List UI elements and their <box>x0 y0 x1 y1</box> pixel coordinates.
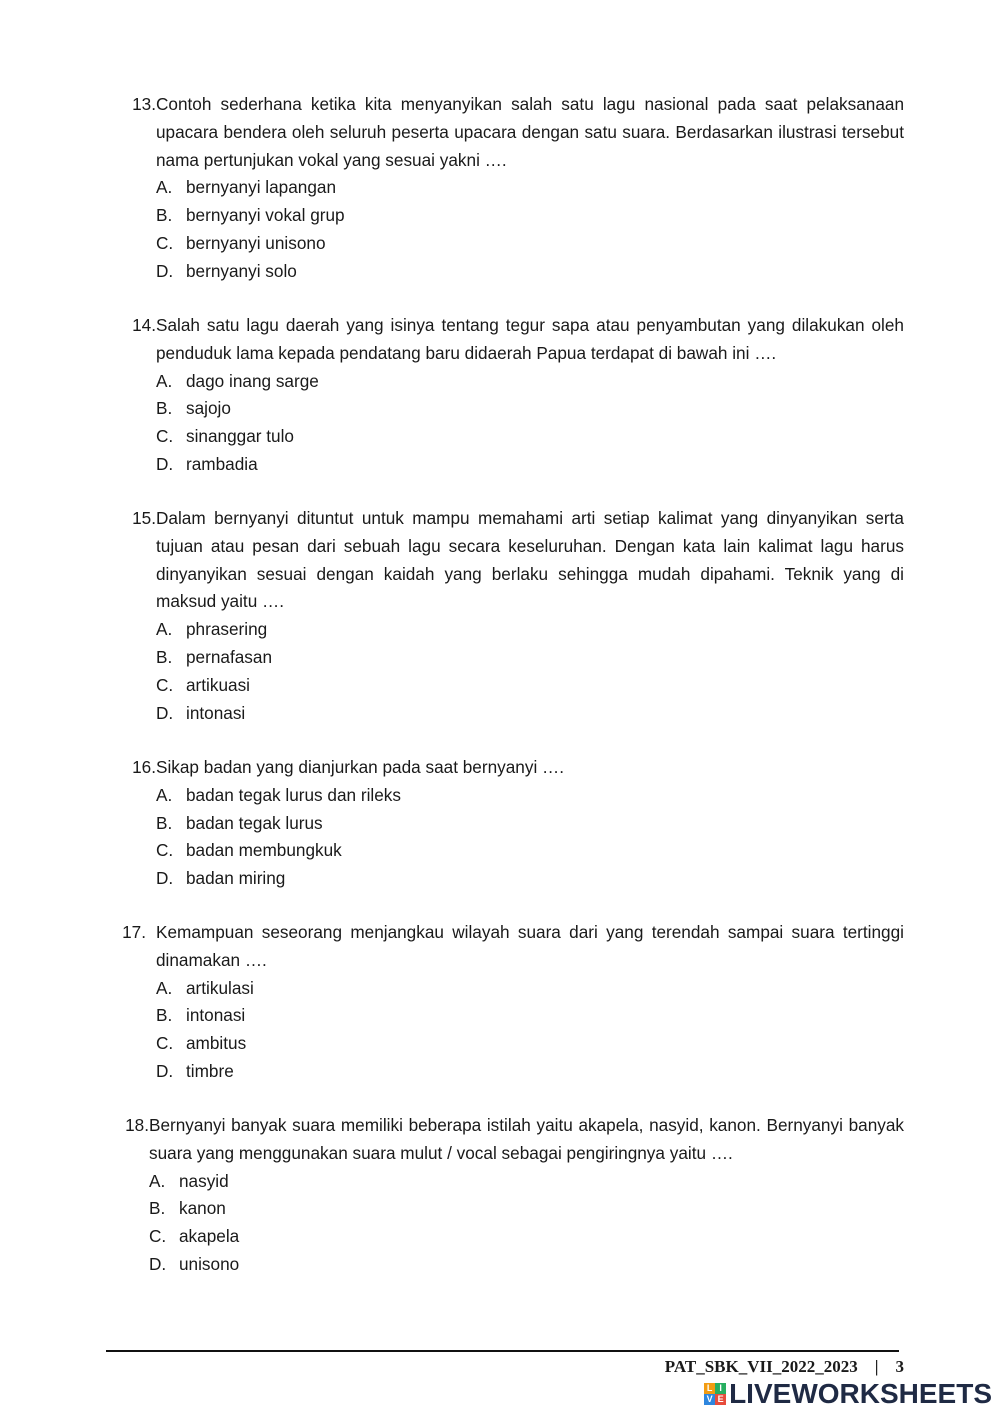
option-text: rambadia <box>186 453 258 474</box>
option-a[interactable] <box>156 782 904 810</box>
option-b[interactable] <box>156 810 904 838</box>
question-text: Salah satu lagu daerah yang isinya tentang tegur sapa atau penyambutan yang dilakukan oleh penduduk lama kepada pendatang baru didaerah Papua terdapat di bawah ini …. <box>156 315 904 363</box>
option-letter: C. <box>156 674 174 695</box>
options-list <box>156 782 904 893</box>
option-a[interactable] <box>156 975 904 1003</box>
option-text: artikuasi <box>186 674 250 695</box>
option-text: unisono <box>179 1253 240 1274</box>
option-text: kanon <box>179 1198 226 1219</box>
option-letter: D. <box>156 453 174 474</box>
option-letter: C. <box>156 426 174 447</box>
liveworksheets-logo-icon <box>704 1383 726 1405</box>
question-number: 17. <box>122 922 146 942</box>
question-17 <box>118 919 904 1086</box>
question-15 <box>118 505 904 727</box>
footer-divider <box>106 1350 899 1352</box>
footer-separator: | <box>874 1357 879 1376</box>
option-text: sinanggar tulo <box>186 426 294 447</box>
option-letter: B. <box>156 398 173 419</box>
logo-letter-l: L <box>704 1383 715 1394</box>
option-text: bernyanyi lapangan <box>186 177 337 198</box>
option-text: badan tegak lurus <box>186 812 323 833</box>
question-14 <box>118 312 904 479</box>
option-letter: D. <box>149 1253 167 1274</box>
watermark-text: LIVEWORKSHEETS <box>729 1378 992 1409</box>
question-number: 16. <box>132 757 156 777</box>
option-letter: B. <box>156 205 173 226</box>
footer-code: PAT_SBK_VII_2022_2023 <box>664 1357 858 1376</box>
option-text: bernyanyi unisono <box>186 232 326 253</box>
option-c[interactable] <box>156 672 904 700</box>
question-18 <box>112 1112 904 1279</box>
option-text: badan miring <box>186 868 286 889</box>
option-a[interactable] <box>156 616 904 644</box>
option-letter: C. <box>156 232 174 253</box>
option-b[interactable] <box>156 202 904 230</box>
option-letter: C. <box>149 1226 167 1247</box>
option-a[interactable] <box>156 368 904 396</box>
option-letter: D. <box>156 260 174 281</box>
option-d[interactable] <box>156 865 904 893</box>
option-text: pernafasan <box>186 646 273 667</box>
option-text: dago inang sarge <box>186 370 319 391</box>
liveworksheets-watermark <box>704 1379 992 1409</box>
option-letter: B. <box>156 1005 173 1026</box>
option-a[interactable] <box>156 174 904 202</box>
option-b[interactable] <box>156 1002 904 1030</box>
option-text: intonasi <box>186 1005 246 1026</box>
option-a[interactable] <box>149 1168 904 1196</box>
option-letter: D. <box>156 702 174 723</box>
option-text: bernyanyi vokal grup <box>186 205 345 226</box>
option-c[interactable] <box>156 423 904 451</box>
option-text: nasyid <box>179 1170 229 1191</box>
option-c[interactable] <box>156 837 904 865</box>
option-letter: C. <box>156 1033 174 1054</box>
options-list <box>156 616 904 727</box>
option-d[interactable] <box>156 1058 904 1086</box>
option-letter: A. <box>156 370 173 391</box>
question-number: 13. <box>132 94 156 114</box>
option-letter: A. <box>149 1170 166 1191</box>
option-letter: A. <box>156 177 173 198</box>
question-text: Contoh sederhana ketika kita menyanyikan salah satu lagu nasional pada saat pelaksanaan upacara bendera oleh seluruh peserta upacara dengan satu suara. Berdasarkan ilustrasi tersebut nama pertunjukan vokal yang sesuai yakni …. <box>156 94 904 170</box>
option-letter: A. <box>156 977 173 998</box>
option-b[interactable] <box>149 1195 904 1223</box>
question-16 <box>118 754 904 893</box>
option-c[interactable] <box>156 230 904 258</box>
page-number: 3 <box>895 1357 904 1376</box>
option-d[interactable] <box>156 258 904 286</box>
question-text: Bernyanyi banyak suara memiliki beberapa istilah yaitu akapela, nasyid, kanon. Bernyanyi banyak suara yang menggunakan suara mulut / vocal sebagai pengiringnya yaitu …. <box>149 1115 904 1163</box>
option-text: bernyanyi solo <box>186 260 297 281</box>
option-text: sajojo <box>186 398 231 419</box>
option-letter: B. <box>156 646 173 667</box>
option-b[interactable] <box>156 644 904 672</box>
logo-letter-i: I <box>715 1383 726 1394</box>
option-text: intonasi <box>186 702 246 723</box>
option-text: badan tegak lurus dan rileks <box>186 784 401 805</box>
option-b[interactable] <box>156 395 904 423</box>
logo-letter-v: V <box>704 1394 715 1405</box>
option-letter: D. <box>156 1060 174 1081</box>
question-13 <box>118 91 904 286</box>
logo-letter-e: E <box>715 1394 726 1405</box>
option-letter: C. <box>156 840 174 861</box>
options-list <box>156 174 904 285</box>
option-d[interactable] <box>149 1251 904 1279</box>
option-letter: B. <box>156 812 173 833</box>
option-text: akapela <box>179 1226 240 1247</box>
question-number: 14. <box>132 315 156 335</box>
options-list <box>156 975 904 1086</box>
option-text: timbre <box>186 1060 234 1081</box>
option-letter: D. <box>156 868 174 889</box>
question-text: Dalam bernyanyi dituntut untuk mampu memahami arti setiap kalimat yang dinyanyikan serta tujuan atau pesan dari sebuah lagu secara keseluruhan. Dengan kata lain kalimat lagu harus dinyanyikan sesuai dengan kaidah yang berlaku sehingga mudah dipahami. Teknik yang di maksud yaitu …. <box>156 508 904 612</box>
option-text: badan membungkuk <box>186 840 342 861</box>
option-letter: A. <box>156 619 173 640</box>
question-number: 18. <box>125 1115 149 1135</box>
option-text: ambitus <box>186 1033 247 1054</box>
option-c[interactable] <box>156 1030 904 1058</box>
question-text: Sikap badan yang dianjurkan pada saat bernyanyi …. <box>156 757 565 777</box>
option-text: artikulasi <box>186 977 254 998</box>
question-number: 15. <box>132 508 156 528</box>
options-list <box>149 1168 904 1279</box>
options-list <box>156 368 904 479</box>
option-letter: A. <box>156 784 173 805</box>
option-text: phrasering <box>186 619 268 640</box>
option-c[interactable] <box>149 1223 904 1251</box>
option-letter: B. <box>149 1198 166 1219</box>
page-footer <box>665 1357 904 1377</box>
question-text: Kemampuan seseorang menjangkau wilayah suara dari yang terendah sampai suara tertinggi dinamakan …. <box>156 922 904 970</box>
option-d[interactable] <box>156 700 904 728</box>
option-d[interactable] <box>156 451 904 479</box>
